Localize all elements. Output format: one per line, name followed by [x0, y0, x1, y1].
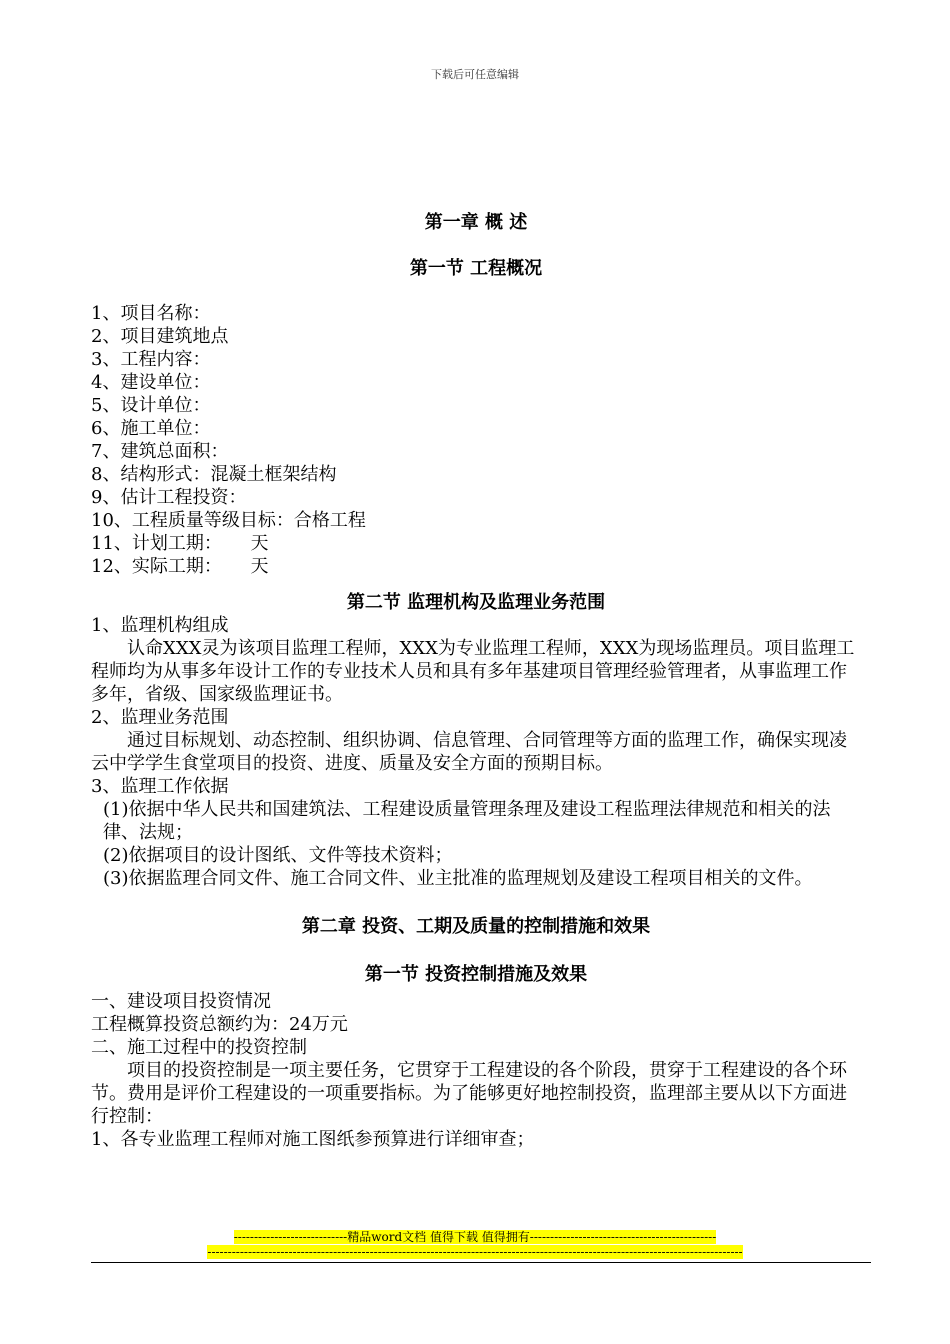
list-item: 4、建设单位：: [91, 372, 211, 393]
investment-heading: 一、建设项目投资情况: [91, 991, 271, 1012]
list-item: 8、结构形式：混凝土框架结构: [91, 464, 337, 485]
list-item: 5、设计单位：: [91, 395, 211, 416]
investment-item: 1、各专业监理工程师对施工图纸参预算进行详细审查；: [91, 1129, 535, 1150]
chapter2-section1-title: 第一节 投资控制措施及效果: [364, 964, 588, 985]
footer-banner-text: ----------------------------精品word文档 值得下载 值得拥有----------------------------------------------: [233, 1230, 717, 1244]
list-item: 1、项目名称：: [91, 303, 211, 324]
footer-banner-1: [0, 1228, 950, 1245]
scope-heading: 2、监理业务范围: [91, 707, 229, 728]
footer-banner-2: [0, 1245, 950, 1259]
investment-paragraph: 项目的投资控制是一项主要任务，它贯穿于工程建设的各个阶段，贯穿于工程建设的各个环节。费用是评价工程建设的一项重要指标。为了能够更好地控制投资，监理部主要从以下方面进行控制：: [91, 1060, 847, 1127]
basis-heading: 3、监理工作依据: [91, 776, 229, 797]
chapter1-title: 第一章 概 述: [424, 212, 528, 233]
project-info-list: [91, 302, 861, 578]
section2-title: 第二节 监理机构及监理业务范围: [346, 592, 606, 613]
footer-banner-dashes: ------------------------------------------------------------------------------------------------------------------------------------: [207, 1245, 743, 1259]
list-item: 9、估计工程投资：: [91, 487, 247, 508]
basis-item: (2)依据项目的设计图纸、文件等技术资料；: [103, 845, 453, 866]
list-item: 6、施工单位：: [91, 418, 211, 439]
section1-title: 第一节 工程概况: [409, 258, 543, 279]
list-item: 10、工程质量等级目标：合格工程: [91, 510, 366, 531]
list-item: 3、工程内容：: [91, 349, 211, 370]
list-item: 7、建筑总面积：: [91, 441, 229, 462]
list-item: 12、实际工期： 天: [91, 556, 269, 577]
footer-rule: [91, 1262, 871, 1263]
basis-item: (3)依据监理合同文件、施工合同文件、业主批准的监理规划及建设工程项目相关的文件。: [103, 868, 813, 889]
org-heading: 1、监理机构组成: [91, 615, 229, 636]
list-item: 11、计划工期： 天: [91, 533, 269, 554]
basis-item: (1)依据中华人民共和国建筑法、工程建设质量管理条理及建设工程监理法律规范和相关的法律、法规；: [103, 799, 831, 843]
investment-control-heading: 二、施工过程中的投资控制: [91, 1037, 307, 1058]
investment-total: 工程概算投资总额约为：24万元: [91, 1014, 348, 1035]
list-item: 2、项目建筑地点: [91, 326, 229, 347]
org-paragraph: 认命XXX灵为该项目监理工程师，XXX为专业监理工程师，XXX为现场监理员。项目监理工程师均为从事多年设计工作的专业技术人员和具有多年基建项目管理经验管理者，从事监理工作多年，省级、国家级监理证书。: [91, 638, 855, 705]
scope-paragraph: 通过目标规划、动态控制、组织协调、信息管理、合同管理等方面的监理工作，确保实现凌云中学学生食堂项目的投资、进度、质量及安全方面的预期目标。: [91, 730, 847, 774]
document-body: [91, 200, 861, 1151]
chapter2-title: 第二章 投资、工期及质量的控制措施和效果: [301, 916, 651, 937]
header-note: 下载后可任意编辑: [431, 68, 519, 81]
